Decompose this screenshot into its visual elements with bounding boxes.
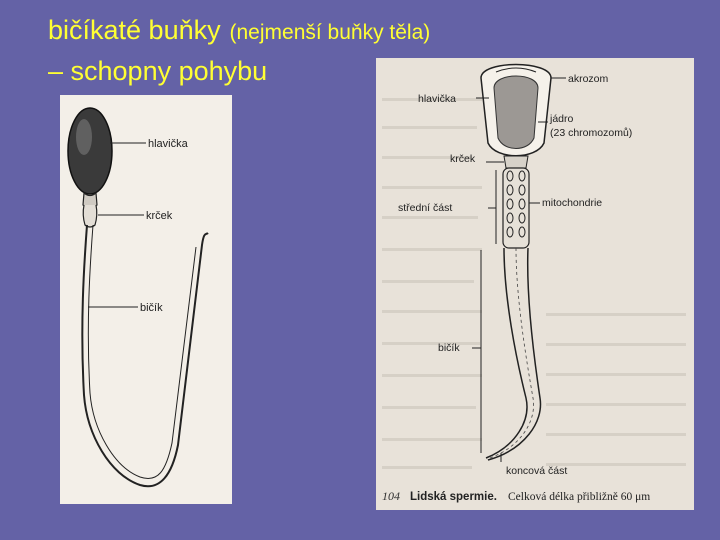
caption-rest-text: Celková délka přibližně 60 μm [508, 491, 651, 503]
label-tail: bičík [140, 302, 163, 314]
neck-shape [504, 156, 528, 168]
label-acrosome: akrozom [568, 73, 609, 85]
caption-figure-number: 104 [382, 489, 400, 503]
label-end-piece: koncová část [506, 465, 568, 477]
label-chromosomes: (23 chromozomů) [550, 127, 633, 139]
title-main: bičíkaté buňky [48, 15, 221, 45]
label-head: hlavička [148, 138, 188, 150]
label-mitochondria: mitochondrie [542, 197, 603, 209]
sperm-head-shape [68, 108, 112, 194]
slide-subtitle: – schopny pohybu [48, 56, 268, 86]
label-middle-piece: střední část [398, 202, 453, 214]
title-note: (nejmenší buňky těla) [229, 21, 431, 44]
sperm-tail-line [82, 225, 208, 486]
sperm-neck-shape [83, 193, 97, 207]
sperm-midpiece-shape [83, 205, 97, 227]
head-highlight [76, 119, 92, 155]
label-neck: krček [146, 210, 173, 222]
label-tail: bičík [438, 342, 460, 354]
slide-title [48, 8, 430, 50]
tail-axis-line [487, 248, 534, 459]
sperm-tail-inner-line [88, 225, 196, 479]
label-nucleus: jádro [550, 113, 574, 125]
middle-piece-shape [503, 168, 529, 248]
right-sperm-drawing [376, 58, 694, 510]
nucleus-shape [494, 76, 538, 149]
tail-outer-right [488, 248, 541, 460]
right-sperm-figure [376, 58, 694, 510]
left-sperm-drawing [60, 95, 232, 504]
background-text-lines [382, 98, 686, 469]
tail-outer-left [486, 248, 527, 458]
left-sperm-figure [60, 95, 232, 504]
label-head: hlavička [418, 93, 456, 105]
caption-bold-text: Lidská spermie. [410, 491, 497, 503]
label-neck: krček [450, 153, 476, 165]
